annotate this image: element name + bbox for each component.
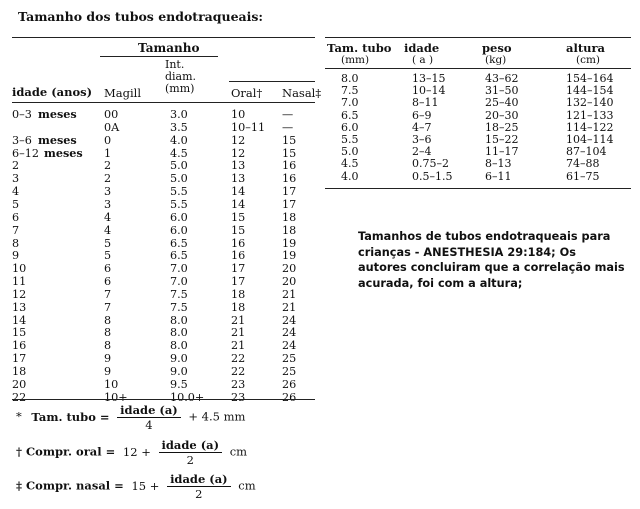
formula-tube-fraction	[117, 403, 181, 432]
cell-nasal: 21	[282, 287, 297, 301]
cell-int-diam: 4.5	[170, 146, 188, 160]
cell-age: 4	[12, 185, 20, 199]
cell-age: 3	[12, 172, 20, 186]
fraction-denominator: 4	[145, 418, 153, 432]
cell-magill: 3	[104, 197, 112, 211]
cell-nasal: 20	[282, 275, 297, 289]
cell-age: 3–6	[12, 133, 32, 147]
page-title: Tamanho dos tubos endotraqueais:	[18, 9, 264, 24]
cell-height: 61–75	[566, 169, 600, 183]
int-diam-header	[165, 59, 196, 95]
cell-height: 132–140	[566, 96, 614, 110]
cell-magill: 9	[104, 365, 112, 378]
cell-age: 8–11	[412, 96, 439, 110]
col-idade-unit: ( a )	[412, 54, 434, 66]
formula-nasal-length	[16, 472, 256, 501]
cell-oral: 17	[231, 262, 246, 276]
formula-oral-constant: 12 +	[122, 444, 151, 459]
cell-height: 154–164	[566, 72, 614, 85]
cell-magill: 0	[104, 133, 112, 147]
cell-age: 6–9	[412, 108, 432, 122]
cell-age: 3–6	[412, 133, 432, 146]
cell-oral: 18	[231, 300, 246, 314]
fraction-denominator: 2	[195, 487, 203, 501]
int-header-line1: Int.	[165, 58, 185, 71]
cell-age: 20	[12, 377, 27, 391]
cell-oral: 14	[231, 197, 246, 211]
cell-age: 13–15	[412, 72, 446, 85]
right-table-bottom-rule	[325, 188, 631, 189]
cell-tube-size: 7.0	[341, 96, 359, 110]
cell-age-unit: meses	[38, 132, 77, 147]
cell-nasal: 24	[282, 339, 297, 353]
cell-tube-size: 6.0	[341, 120, 359, 134]
col-altura-header: altura	[566, 41, 606, 55]
cell-magill: 2	[104, 172, 112, 186]
cell-age: 11	[12, 275, 27, 289]
cell-oral: 22	[231, 352, 246, 366]
cell-magill: 00	[104, 108, 119, 121]
cell-tube-size: 5.5	[341, 133, 359, 146]
cell-nasal: 24	[282, 313, 297, 327]
cell-age: 16	[12, 339, 27, 353]
cell-oral: 22	[231, 365, 246, 378]
int-header-line3: (mm)	[165, 82, 195, 95]
cell-age: 2–4	[412, 145, 432, 159]
cell-age: 10	[12, 262, 27, 276]
cell-weight: 8–13	[485, 157, 512, 171]
cell-age: 0–3	[12, 108, 32, 121]
cell-age: 12	[12, 287, 27, 301]
source-note: Tamanhos de tubos endotraqueais para crianças - ANESTHESIA 29:184; Os autores concluiram que a correlação mais acurada, foi com a altura;	[358, 230, 625, 290]
cell-magill: 7	[104, 300, 112, 314]
cell-int-diam: 3.0	[170, 108, 188, 121]
cell-height: 121–133	[566, 108, 614, 122]
cell-magill: 5	[104, 249, 112, 263]
cell-magill: 4	[104, 223, 112, 237]
cell-oral: 16	[231, 236, 246, 250]
cell-int-diam: 7.5	[170, 287, 188, 301]
cell-magill: 6	[104, 262, 112, 276]
cell-tube-size: 8.0	[341, 72, 359, 85]
cell-oral: 21	[231, 326, 246, 340]
fraction-numerator: idade (a)	[117, 403, 181, 418]
cell-tube-size: 5.0	[341, 145, 359, 159]
cell-int-diam: 3.5	[170, 120, 188, 134]
col-altura-unit: (cm)	[576, 54, 601, 66]
cell-nasal: 18	[282, 210, 297, 224]
cell-nasal: 21	[282, 300, 297, 314]
cell-int-diam: 6.5	[170, 236, 188, 250]
asterisk-mark: *	[16, 409, 22, 424]
cell-oral: 12	[231, 146, 246, 160]
fraction-denominator: 2	[186, 453, 194, 467]
col-peso-unit: (kg)	[485, 54, 507, 66]
tamanho-group-rule	[100, 56, 218, 57]
cell-int-diam: 9.0	[170, 365, 188, 378]
formula-nasal-unit: cm	[238, 478, 256, 493]
cell-magill: 4	[104, 210, 112, 224]
cell-tube-size: 6.5	[341, 108, 359, 122]
left-header-rule	[12, 102, 315, 103]
cell-int-diam: 8.0	[170, 326, 188, 340]
cell-nasal: —	[282, 120, 294, 134]
formula-nasal-label: ‡ Compr. nasal =	[16, 478, 124, 493]
col-nasal-header: Nasal‡	[282, 86, 322, 100]
cell-tube-size: 4.0	[341, 169, 359, 183]
cell-int-diam: 7.5	[170, 300, 188, 314]
formula-oral-label: † Compr. oral =	[16, 444, 116, 459]
cell-magill: 3	[104, 185, 112, 199]
formula-oral-length	[16, 438, 247, 467]
cell-age: 6	[12, 210, 20, 224]
right-table-top-rule	[325, 37, 631, 38]
cell-oral: 15	[231, 223, 246, 237]
fraction-numerator: idade (a)	[159, 438, 223, 453]
cell-int-diam: 5.0	[170, 159, 188, 173]
cell-height: 87–104	[566, 145, 607, 159]
formula-oral-unit: cm	[229, 444, 248, 459]
cell-nasal: 20	[282, 262, 297, 276]
cell-magill: 8	[104, 313, 112, 327]
cell-nasal: 15	[282, 146, 297, 160]
formula-nasal-constant: 15 +	[131, 478, 160, 493]
col-tam-header: Tam. tubo	[327, 41, 392, 55]
col-magill-header: Magill	[104, 86, 142, 100]
left-table-bottom-rule	[12, 399, 315, 400]
cell-nasal: 15	[282, 133, 297, 147]
cell-magill: 6	[104, 275, 112, 289]
cell-weight: 31–50	[485, 84, 519, 98]
cell-age: 8	[12, 236, 20, 250]
int-header-line2: diam.	[165, 70, 197, 83]
cell-magill: 10	[104, 377, 119, 391]
cell-magill: 8	[104, 326, 112, 340]
cell-weight: 25–40	[485, 96, 519, 110]
cell-age: 6–12	[12, 146, 39, 160]
cell-oral: 14	[231, 185, 246, 199]
cell-magill: 1	[104, 146, 112, 160]
cell-int-diam: 9.0	[170, 352, 188, 366]
formula-tube-size	[16, 403, 245, 432]
cell-height: 74–88	[566, 157, 600, 171]
cell-int-diam: 6.0	[170, 210, 188, 224]
cell-age: 18	[12, 365, 27, 378]
cell-int-diam: 7.0	[170, 275, 188, 289]
cell-int-diam: 6.0	[170, 223, 188, 237]
formula-tube-label: Tam. tubo =	[31, 409, 110, 424]
fraction-numerator: idade (a)	[167, 472, 231, 487]
cell-magill: 9	[104, 352, 112, 366]
cell-int-diam: 5.5	[170, 197, 188, 211]
formula-oral-fraction	[159, 438, 223, 467]
tamanho-group-header: Tamanho	[138, 41, 200, 55]
cell-age: 7	[12, 223, 20, 237]
cell-nasal: 25	[282, 352, 297, 366]
cell-nasal: 17	[282, 185, 297, 199]
cell-age: 5	[12, 197, 20, 211]
cell-age: 0.5–1.5	[412, 169, 453, 183]
col-peso-header: peso	[482, 41, 512, 55]
cell-int-diam: 10.0+	[170, 390, 205, 404]
cell-nasal: 18	[282, 223, 297, 237]
cell-int-diam: 5.5	[170, 185, 188, 199]
cell-nasal: —	[282, 108, 294, 121]
cell-nasal: 26	[282, 377, 297, 391]
cell-age-unit: meses	[38, 107, 77, 121]
cell-int-diam: 9.5	[170, 377, 188, 391]
cell-oral: 12	[231, 133, 246, 147]
formula-nasal-fraction	[167, 472, 231, 501]
cell-weight: 43–62	[485, 72, 519, 85]
cell-int-diam: 5.0	[170, 172, 188, 186]
cell-oral: 10–11	[231, 120, 266, 134]
cell-oral: 23	[231, 377, 246, 391]
cell-int-diam: 4.0	[170, 133, 188, 147]
cell-oral: 18	[231, 287, 246, 301]
cell-int-diam: 7.0	[170, 262, 188, 276]
cell-oral: 17	[231, 275, 246, 289]
right-header-rule	[325, 68, 631, 69]
cell-age: 0.75–2	[412, 157, 449, 171]
cell-tube-size: 4.5	[341, 157, 359, 171]
col-age-header: idade (anos)	[12, 85, 93, 99]
cell-nasal: 16	[282, 172, 297, 186]
cell-oral: 21	[231, 313, 246, 327]
cell-age: 14	[12, 313, 27, 327]
cell-height: 104–114	[566, 133, 614, 146]
col-oral-header: Oral†	[231, 86, 263, 100]
cell-height: 114–122	[566, 120, 614, 134]
cell-weight: 20–30	[485, 108, 519, 122]
cell-magill: 0A	[104, 120, 120, 134]
cell-oral: 16	[231, 249, 246, 263]
cell-weight: 6–11	[485, 169, 512, 183]
cell-nasal: 19	[282, 249, 297, 263]
cell-nasal: 24	[282, 326, 297, 340]
cell-age: 4–7	[412, 120, 432, 134]
cell-age: 9	[12, 249, 20, 263]
cell-magill: 7	[104, 287, 112, 301]
cell-nasal: 16	[282, 159, 297, 173]
cell-int-diam: 8.0	[170, 339, 188, 353]
cell-age-unit: meses	[44, 145, 83, 160]
cell-age: 15	[12, 326, 27, 340]
cell-nasal: 19	[282, 236, 297, 250]
cell-age: 2	[12, 159, 20, 173]
cell-oral: 23	[231, 390, 246, 404]
cell-oral: 10	[231, 108, 246, 121]
cell-oral: 21	[231, 339, 246, 353]
oral-nasal-rule	[229, 81, 315, 82]
cell-nasal: 25	[282, 365, 297, 378]
cell-oral: 13	[231, 159, 246, 173]
cell-int-diam: 8.0	[170, 313, 188, 327]
cell-magill: 5	[104, 236, 112, 250]
col-tam-unit: (mm)	[341, 54, 370, 66]
cell-nasal: 17	[282, 197, 297, 211]
cell-magill: 2	[104, 159, 112, 173]
formula-tube-tail: + 4.5 mm	[188, 409, 246, 424]
cell-oral: 13	[231, 172, 246, 186]
cell-weight: 15–22	[485, 133, 519, 146]
cell-weight: 18–25	[485, 120, 519, 134]
cell-magill: 10+	[104, 390, 128, 404]
cell-age: 17	[12, 352, 27, 366]
cell-int-diam: 6.5	[170, 249, 188, 263]
cell-height: 144–154	[566, 84, 614, 98]
cell-tube-size: 7.5	[341, 84, 359, 98]
cell-nasal: 26	[282, 390, 297, 404]
col-idade-header: idade	[404, 41, 440, 55]
cell-oral: 15	[231, 210, 246, 224]
cell-age: 13	[12, 300, 27, 314]
cell-age: 10–14	[412, 84, 446, 98]
cell-age: 22	[12, 390, 27, 404]
cell-weight: 11–17	[485, 145, 519, 159]
cell-magill: 8	[104, 339, 112, 353]
left-table-top-rule	[12, 37, 315, 38]
